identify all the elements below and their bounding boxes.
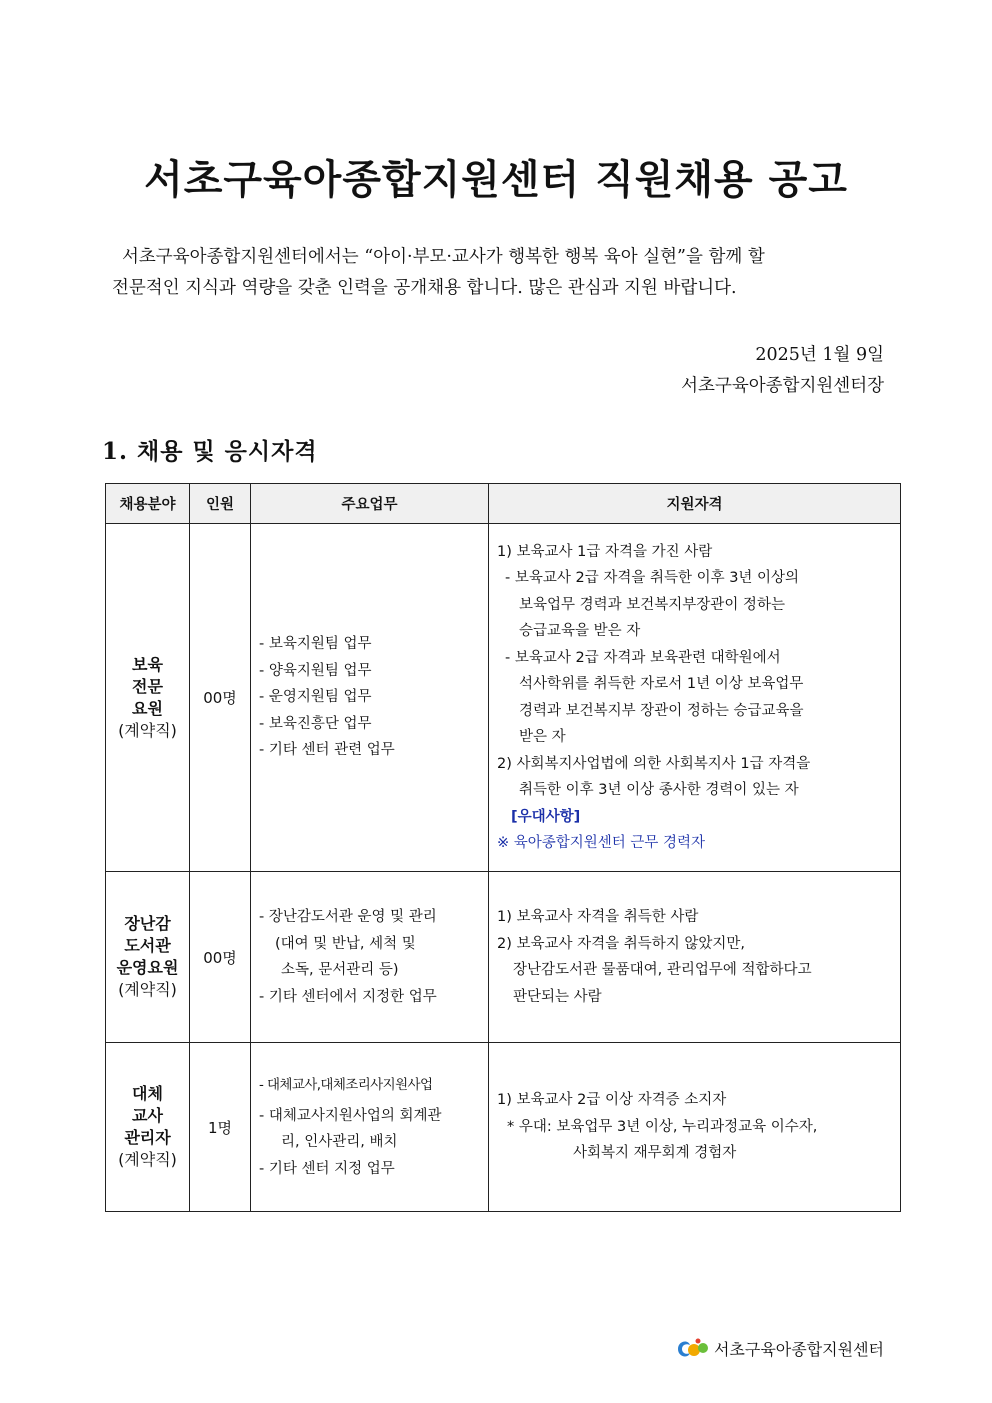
announcement-date: 2025년 1월 9일 xyxy=(755,345,884,365)
field-name: 전문 xyxy=(132,676,163,696)
section-heading: 1. 채용 및 응시자격 xyxy=(102,438,318,465)
duty-item: - 기타 센터 관련 업무 xyxy=(259,742,395,759)
header-duties: 주요업무 xyxy=(251,484,489,524)
qualification-item-cont: 판단되는 사람 xyxy=(513,988,602,1005)
page-title: 서초구육아종합지원센터 직원채용 공고 xyxy=(144,157,848,203)
table-row xyxy=(106,524,901,872)
qualification-item: 1) 보육교사 2급 이상 자격증 소지자 xyxy=(497,1092,727,1109)
issuer-name: 서초구육아종합지원센터장 xyxy=(681,376,884,396)
qualifications-cell xyxy=(489,1043,901,1212)
qualification-subitem-cont: 받은 자 xyxy=(519,729,566,745)
table-row xyxy=(106,872,901,1043)
duty-item-detail: 리, 인사관리, 배치 xyxy=(281,1134,398,1150)
headcount-cell: 00명 xyxy=(190,524,251,872)
duties-cell xyxy=(251,1043,489,1212)
footer-org xyxy=(674,1334,884,1362)
headcount-cell: 1명 xyxy=(190,1043,251,1212)
qualifications-cell xyxy=(489,872,901,1043)
duty-item: - 보육진흥단 업무 xyxy=(259,715,372,732)
duty-item: - 보육지원팀 업무 xyxy=(259,636,372,653)
intro-line: 전문적인 지식과 역량을 갖춘 인력을 공개채용 합니다. 많은 관심과 지원 바랍니다. xyxy=(112,278,737,298)
field-cell xyxy=(106,872,190,1043)
duty-item-detail: 소독, 문서관리 등) xyxy=(281,962,399,978)
field-name: 운영요원 xyxy=(116,958,179,977)
duty-item: - 기타 센터 지정 업무 xyxy=(259,1160,395,1177)
table-header-row xyxy=(106,484,901,524)
qualification-subitem: - 보육교사 2급 자격을 취득한 이후 3년 이상의 xyxy=(505,570,800,586)
field-name: 대체 xyxy=(132,1084,163,1103)
duty-item: - 대체교사,대체조리사지원사업 xyxy=(259,1077,433,1093)
field-cell xyxy=(106,1043,190,1212)
footer-org-name: 서초구육아종합지원센터 xyxy=(713,1339,884,1359)
field-name: 요원 xyxy=(132,698,163,718)
qualification-item-cont: 장난감도서관 물품대여, 관리업무에 적합하다고 xyxy=(513,962,812,978)
duty-item: - 기타 센터에서 지정한 업무 xyxy=(259,988,437,1005)
preference-item: * 우대: 보육업무 3년 이상, 누리과정교육 이수자, xyxy=(507,1118,818,1135)
date-block xyxy=(681,340,884,402)
duty-item: - 운영지원팀 업무 xyxy=(259,689,372,706)
preference-heading: [우대사항] xyxy=(511,808,581,825)
table-row xyxy=(106,1043,901,1212)
field-name: 장난감 xyxy=(124,914,171,933)
qualification-item: 2) 보육교사 자격을 취득하지 않았지만, xyxy=(497,935,746,952)
headcount-cell: 00명 xyxy=(190,872,251,1043)
employment-type: (계약직) xyxy=(118,720,177,740)
intro-paragraph xyxy=(112,242,892,304)
field-name: 관리자 xyxy=(124,1128,171,1147)
recruitment-table xyxy=(105,483,901,1212)
qualification-subitem-cont: 경력과 보건복지부 장관이 정하는 승급교육을 xyxy=(519,702,804,719)
employment-type: (계약직) xyxy=(118,980,177,999)
duties-cell xyxy=(251,524,489,872)
qualification-subitem: - 보육교사 2급 자격과 보육관련 대학원에서 xyxy=(505,649,781,666)
preference-item: ※ 육아종합지원센터 근무 경력자 xyxy=(497,835,706,851)
field-name: 교사 xyxy=(132,1106,163,1125)
qualification-item: 2) 사회복지사업법에 의한 사회복지사 1급 자격을 xyxy=(497,755,811,772)
qualification-subitem-cont: 보육업무 경력과 보건복지부장관이 정하는 xyxy=(519,596,785,613)
field-name: 도서관 xyxy=(124,936,171,955)
intro-line: 서초구육아종합지원센터에서는 “아이·부모·교사가 행복한 행복 육아 실현”을 함께 할 xyxy=(122,247,765,267)
field-cell xyxy=(106,524,190,872)
center-logo-icon xyxy=(674,1335,710,1361)
header-field: 채용분야 xyxy=(106,484,190,524)
field-name: 보육 xyxy=(132,654,163,674)
duty-item: - 대체교사지원사업의 회계관 xyxy=(259,1107,442,1124)
qualification-item: 1) 보육교사 자격을 취득한 사람 xyxy=(497,909,699,925)
preference-item-cont: 사회복지 재무회계 경험자 xyxy=(573,1145,737,1162)
header-qualifications: 지원자격 xyxy=(489,484,901,524)
duty-item-detail: (대여 및 반납, 세척 및 xyxy=(275,935,416,952)
duties-cell xyxy=(251,872,489,1043)
duty-item: - 양육지원팀 업무 xyxy=(259,662,372,679)
qualifications-cell xyxy=(489,524,901,872)
duty-item: - 장난감도서관 운영 및 관리 xyxy=(259,909,437,925)
qualification-item-cont: 취득한 이후 3년 이상 종사한 경력이 있는 자 xyxy=(519,782,799,798)
qualification-item: 1) 보육교사 1급 자격을 가진 사람 xyxy=(497,543,713,560)
qualification-subitem-cont: 승급교육을 받은 자 xyxy=(519,623,641,639)
employment-type: (계약직) xyxy=(118,1150,177,1169)
header-count: 인원 xyxy=(190,484,251,524)
qualification-subitem-cont: 석사학위를 취득한 자로서 1년 이상 보육업무 xyxy=(519,676,804,692)
